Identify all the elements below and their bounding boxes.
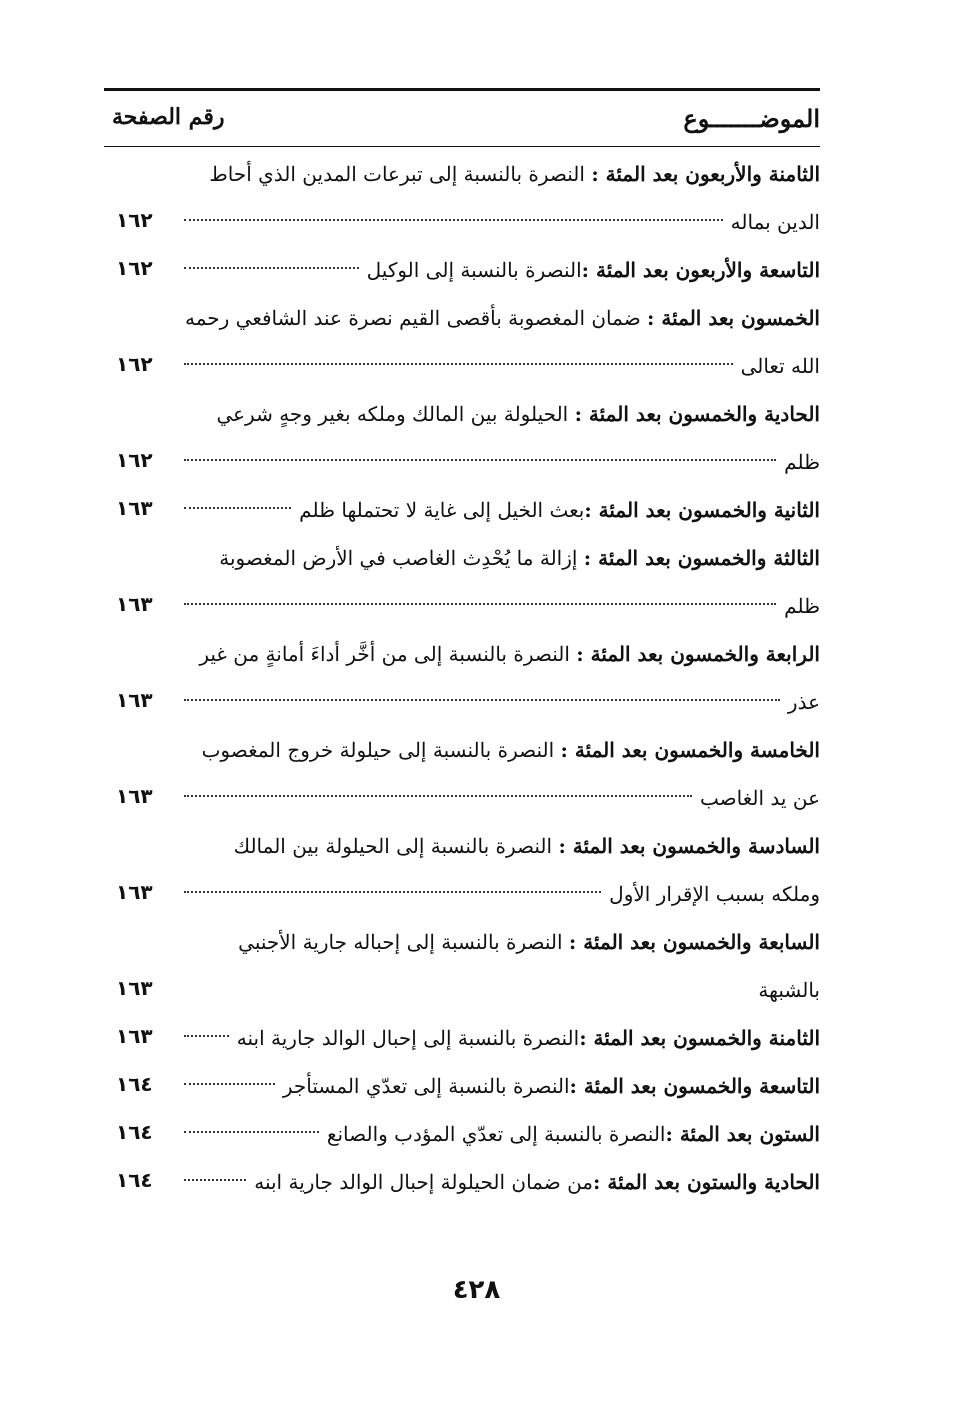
toc-entry-title: النصرة بالنسبة إلى تعدّي المؤدب والصانع bbox=[326, 1122, 666, 1146]
toc-entry-page-number: ١٦٤ bbox=[116, 1168, 153, 1192]
toc-entry-title-continued: الله تعالى bbox=[740, 354, 820, 378]
toc-entry-label: الستون بعد المئة : bbox=[665, 1122, 820, 1146]
toc-entry-page-number: ١٦٢ bbox=[116, 352, 153, 376]
page-column-heading: رقم الصفحة bbox=[112, 104, 225, 130]
toc-entry-page-number: ١٦٣ bbox=[116, 1024, 153, 1048]
table-header bbox=[104, 100, 820, 138]
toc-entry-label: الخمسون بعد المئة : bbox=[647, 306, 820, 330]
toc-entry[interactable] bbox=[104, 1062, 820, 1110]
toc-entry-title-continued: عن يد الغاصب bbox=[700, 786, 820, 810]
toc-entry-text bbox=[184, 822, 820, 918]
toc-entry-text bbox=[184, 294, 820, 390]
toc-entry-text bbox=[184, 1014, 820, 1062]
toc-entry[interactable] bbox=[104, 1158, 820, 1206]
header-rule bbox=[104, 146, 820, 147]
toc-entry-title-continued: ظلم bbox=[784, 594, 820, 618]
toc-entry-page-number: ١٦٣ bbox=[116, 688, 153, 712]
leader-dots bbox=[184, 603, 776, 605]
leader-dots bbox=[184, 1083, 275, 1085]
toc-entry-text bbox=[184, 534, 820, 630]
toc-entry-text bbox=[184, 726, 820, 822]
toc-entry[interactable] bbox=[104, 1014, 820, 1062]
toc-entry-title-continued: ظلم bbox=[784, 450, 820, 474]
toc-entry[interactable] bbox=[104, 294, 820, 390]
toc-entry[interactable] bbox=[104, 534, 820, 630]
toc-entry-page-number: ١٦٢ bbox=[116, 256, 153, 280]
leader-dots bbox=[184, 1131, 319, 1133]
toc-entry-label: السادسة والخمسون بعد المئة : bbox=[558, 834, 820, 858]
toc-entry-title: بعث الخيل إلى غاية لا تحتملها ظلم bbox=[299, 498, 585, 522]
toc-entry[interactable] bbox=[104, 822, 820, 918]
toc-entry-title: الحيلولة بين المالك وملكه بغير وجهٍ شرعي bbox=[216, 402, 569, 426]
page-number: ٤٢٨ bbox=[452, 1275, 501, 1305]
toc-entry-text bbox=[184, 630, 820, 726]
toc-entry-page-number: ١٦٣ bbox=[116, 976, 153, 1000]
toc-entry-label: التاسعة والخمسون بعد المئة : bbox=[569, 1074, 820, 1098]
toc-entry[interactable] bbox=[104, 726, 820, 822]
leader-dots bbox=[184, 1035, 229, 1037]
leader-dots bbox=[184, 267, 359, 269]
leader-dots bbox=[184, 699, 780, 701]
toc-entry-title: النصرة بالنسبة إلى إحباله جارية الأجنبي bbox=[238, 930, 563, 954]
toc-entry-title: النصرة بالنسبة إلى تعدّي المستأجر bbox=[282, 1074, 570, 1098]
leader-dots bbox=[184, 1179, 246, 1181]
toc-entry-label: التاسعة والأربعون بعد المئة : bbox=[581, 258, 820, 282]
toc-entry-page-number: ١٦٣ bbox=[116, 496, 153, 520]
toc-entry-label: الرابعة والخمسون بعد المئة : bbox=[576, 642, 820, 666]
toc-entry-label: الحادية والستون بعد المئة : bbox=[593, 1170, 820, 1194]
toc-entry-title: النصرة بالنسبة إلى من أخَّر أداءَ أمانةٍ من غير bbox=[199, 642, 570, 666]
leader-dots bbox=[184, 795, 692, 797]
toc-entry-page-number: ١٦٣ bbox=[116, 880, 153, 904]
toc-entry-text bbox=[184, 150, 820, 246]
leader-dots bbox=[184, 363, 733, 365]
toc-entry-text bbox=[184, 1158, 820, 1206]
toc-entry-page-number: ١٦٤ bbox=[116, 1072, 153, 1096]
toc-entry-title-continued: وملكه بسبب الإقرار الأول bbox=[609, 882, 820, 906]
toc-entry-title: ضمان المغصوبة بأقصى القيم نصرة عند الشافعي رحمه bbox=[185, 306, 641, 330]
toc-entry-text bbox=[184, 486, 820, 534]
toc-entry-title: من ضمان الحيلولة إحبال الوالد جارية ابنه bbox=[254, 1170, 594, 1194]
toc-entry-title: النصرة بالنسبة إلى حيلولة خروج المغصوب bbox=[201, 738, 555, 762]
toc-entry[interactable] bbox=[104, 486, 820, 534]
toc-entry-title: النصرة بالنسبة إلى الحيلولة بين المالك bbox=[233, 834, 553, 858]
toc-entry-page-number: ١٦٢ bbox=[116, 208, 153, 232]
toc-entry-label: الحادية والخمسون بعد المئة : bbox=[574, 402, 820, 426]
toc-entry-label: السابعة والخمسون بعد المئة : bbox=[568, 930, 820, 954]
toc-entry[interactable] bbox=[104, 918, 820, 1014]
toc-entry-page-number: ١٦٤ bbox=[116, 1120, 153, 1144]
toc-entry-title: النصرة بالنسبة إلى تبرعات المدين الذي أحاط bbox=[209, 162, 585, 186]
toc-entry-page-number: ١٦٢ bbox=[116, 448, 153, 472]
toc-entry[interactable] bbox=[104, 390, 820, 486]
table-of-contents bbox=[104, 150, 820, 1206]
leader-dots bbox=[184, 891, 601, 893]
toc-entry-label: الثالثة والخمسون بعد المئة : bbox=[583, 546, 820, 570]
toc-entry-title-continued: الدين بماله bbox=[730, 210, 820, 234]
toc-entry-label: الثامنة والأربعون بعد المئة : bbox=[591, 162, 820, 186]
toc-entry-text bbox=[184, 1110, 820, 1158]
toc-entry-title: النصرة بالنسبة إلى إحبال الوالد جارية ابنه bbox=[236, 1026, 580, 1050]
toc-entry[interactable] bbox=[104, 246, 820, 294]
toc-entry-text bbox=[184, 246, 820, 294]
toc-entry-title: النصرة بالنسبة إلى الوكيل bbox=[366, 258, 582, 282]
toc-entry[interactable] bbox=[104, 1110, 820, 1158]
toc-entry-page-number: ١٦٣ bbox=[116, 592, 153, 616]
toc-entry-text bbox=[184, 390, 820, 486]
toc-entry[interactable] bbox=[104, 630, 820, 726]
toc-entry-label: الثامنة والخمسون بعد المئة : bbox=[579, 1026, 820, 1050]
top-rule bbox=[104, 88, 820, 91]
toc-entry-title: إزالة ما يُحْدِث الغاصب في الأرض المغصوبة bbox=[219, 546, 578, 570]
toc-entry-text bbox=[184, 1062, 820, 1110]
leader-dots bbox=[184, 219, 723, 221]
toc-entry-title-continued: عذر bbox=[787, 690, 820, 714]
toc-entry-text bbox=[184, 918, 820, 1014]
toc-entry-page-number: ١٦٣ bbox=[116, 784, 153, 808]
toc-entry-title-continued: بالشبهة bbox=[758, 978, 820, 1002]
toc-entry-label: الثانية والخمسون بعد المئة : bbox=[584, 498, 820, 522]
subject-column-heading: الموضـــــــوع bbox=[683, 104, 820, 133]
leader-dots bbox=[184, 507, 291, 509]
leader-dots bbox=[184, 459, 776, 461]
toc-entry[interactable] bbox=[104, 150, 820, 246]
toc-entry-label: الخامسة والخمسون بعد المئة : bbox=[560, 738, 820, 762]
